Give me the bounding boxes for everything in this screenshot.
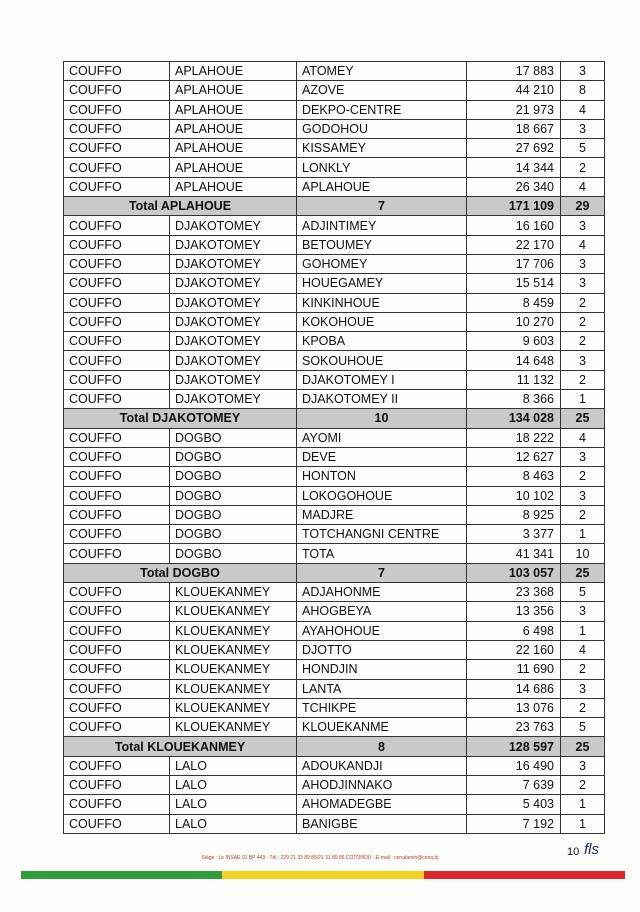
commune-cell: LALO: [170, 775, 297, 794]
population-cell: 14 648: [467, 351, 561, 370]
table-row: [64, 447, 605, 466]
commune-cell: APLAHOUE: [170, 139, 297, 158]
population-cell: 6 498: [467, 621, 561, 640]
arrondissement-cell: AHODJINNAKO: [297, 775, 467, 794]
arrondissement-cell: TOTCHANGNI CENTRE: [297, 525, 467, 544]
results-table: [63, 61, 605, 834]
arrondissement-cell: KOKOHOUE: [297, 312, 467, 331]
seats-cell: 4: [561, 428, 605, 447]
commune-cell: KLOUEKANMEY: [170, 698, 297, 717]
arrondissement-cell: TCHIKPE: [297, 698, 467, 717]
seats-cell: 2: [561, 660, 605, 679]
table-row: [64, 370, 605, 389]
table-row: [64, 254, 605, 273]
seats-cell: 1: [561, 525, 605, 544]
seats-cell: 4: [561, 640, 605, 659]
department-cell: COUFFO: [64, 81, 170, 100]
total-population: 128 597: [467, 737, 561, 756]
arrondissement-cell: LOKOGOHOUE: [297, 486, 467, 505]
department-cell: COUFFO: [64, 486, 170, 505]
total-population: 103 057: [467, 563, 561, 582]
commune-cell: KLOUEKANMEY: [170, 640, 297, 659]
table-row: [64, 756, 605, 775]
commune-cell: KLOUEKANMEY: [170, 602, 297, 621]
department-cell: COUFFO: [64, 428, 170, 447]
seats-cell: 3: [561, 486, 605, 505]
table-row: [64, 505, 605, 524]
commune-cell: KLOUEKANMEY: [170, 621, 297, 640]
arrondissement-cell: LONKLY: [297, 158, 467, 177]
table-row: [64, 177, 605, 196]
commune-cell: APLAHOUE: [170, 158, 297, 177]
table-row: [64, 775, 605, 794]
seats-cell: 1: [561, 621, 605, 640]
seats-cell: 5: [561, 718, 605, 737]
population-cell: 22 160: [467, 640, 561, 659]
table-row: [64, 679, 605, 698]
initials-signature: fls: [584, 841, 599, 858]
total-row: [64, 737, 605, 756]
department-cell: COUFFO: [64, 525, 170, 544]
department-cell: COUFFO: [64, 62, 170, 81]
commune-cell: DOGBO: [170, 428, 297, 447]
population-cell: 26 340: [467, 177, 561, 196]
seats-cell: 2: [561, 467, 605, 486]
commune-cell: DOGBO: [170, 486, 297, 505]
table-row: [64, 621, 605, 640]
population-cell: 18 222: [467, 428, 561, 447]
commune-cell: KLOUEKANMEY: [170, 679, 297, 698]
arrondissement-cell: KISSAMEY: [297, 139, 467, 158]
table-row: [64, 718, 605, 737]
department-cell: COUFFO: [64, 119, 170, 138]
seats-cell: 1: [561, 795, 605, 814]
department-cell: COUFFO: [64, 274, 170, 293]
seats-cell: 8: [561, 81, 605, 100]
total-label: Total APLAHOUE: [64, 197, 297, 216]
population-cell: 12 627: [467, 447, 561, 466]
department-cell: COUFFO: [64, 312, 170, 331]
seats-cell: 10: [561, 544, 605, 563]
department-cell: COUFFO: [64, 139, 170, 158]
seats-cell: 5: [561, 139, 605, 158]
seats-cell: 2: [561, 158, 605, 177]
commune-cell: DJAKOTOMEY: [170, 390, 297, 409]
arrondissement-cell: DJAKOTOMEY II: [297, 390, 467, 409]
commune-cell: DJAKOTOMEY: [170, 235, 297, 254]
seats-cell: 2: [561, 312, 605, 331]
arrondissement-cell: AHOGBEYA: [297, 602, 467, 621]
population-cell: 23 763: [467, 718, 561, 737]
seats-cell: 3: [561, 254, 605, 273]
department-cell: COUFFO: [64, 640, 170, 659]
commune-cell: KLOUEKANMEY: [170, 718, 297, 737]
population-cell: 18 667: [467, 119, 561, 138]
commune-cell: KLOUEKANMEY: [170, 660, 297, 679]
seats-cell: 2: [561, 332, 605, 351]
commune-cell: DJAKOTOMEY: [170, 312, 297, 331]
table-row: [64, 795, 605, 814]
table-row: [64, 332, 605, 351]
commune-cell: APLAHOUE: [170, 119, 297, 138]
table-row: [64, 467, 605, 486]
population-cell: 15 514: [467, 274, 561, 293]
total-label: Total DOGBO: [64, 563, 297, 582]
department-cell: COUFFO: [64, 235, 170, 254]
department-cell: COUFFO: [64, 370, 170, 389]
commune-cell: DJAKOTOMEY: [170, 370, 297, 389]
population-cell: 8 366: [467, 390, 561, 409]
arrondissement-cell: ADJINTIMEY: [297, 216, 467, 235]
arrondissement-cell: DJAKOTOMEY I: [297, 370, 467, 389]
population-cell: 10 102: [467, 486, 561, 505]
total-count: 7: [297, 197, 467, 216]
commune-cell: APLAHOUE: [170, 177, 297, 196]
total-label: Total KLOUEKANMEY: [64, 737, 297, 756]
arrondissement-cell: DJOTTO: [297, 640, 467, 659]
table-row: [64, 274, 605, 293]
commune-cell: DOGBO: [170, 544, 297, 563]
department-cell: COUFFO: [64, 447, 170, 466]
population-cell: 16 490: [467, 756, 561, 775]
flag-band: [21, 871, 625, 879]
seats-cell: 3: [561, 62, 605, 81]
table-row: [64, 698, 605, 717]
population-cell: 8 463: [467, 467, 561, 486]
arrondissement-cell: HONTON: [297, 467, 467, 486]
department-cell: COUFFO: [64, 467, 170, 486]
population-cell: 5 403: [467, 795, 561, 814]
table-row: [64, 351, 605, 370]
commune-cell: DOGBO: [170, 447, 297, 466]
total-seats: 29: [561, 197, 605, 216]
department-cell: COUFFO: [64, 583, 170, 602]
department-cell: COUFFO: [64, 351, 170, 370]
total-seats: 25: [561, 737, 605, 756]
population-cell: 44 210: [467, 81, 561, 100]
department-cell: COUFFO: [64, 293, 170, 312]
table-row: [64, 660, 605, 679]
results-table-body: [64, 62, 605, 834]
department-cell: COUFFO: [64, 621, 170, 640]
population-cell: 41 341: [467, 544, 561, 563]
table-row: [64, 81, 605, 100]
department-cell: COUFFO: [64, 814, 170, 833]
seats-cell: 2: [561, 775, 605, 794]
table-row: [64, 583, 605, 602]
total-row: [64, 563, 605, 582]
population-cell: 23 368: [467, 583, 561, 602]
commune-cell: LALO: [170, 756, 297, 775]
total-row: [64, 197, 605, 216]
arrondissement-cell: BANIGBE: [297, 814, 467, 833]
table-row: [64, 62, 605, 81]
commune-cell: APLAHOUE: [170, 62, 297, 81]
commune-cell: LALO: [170, 795, 297, 814]
seats-cell: 1: [561, 390, 605, 409]
arrondissement-cell: HOUEGAMEY: [297, 274, 467, 293]
commune-cell: DJAKOTOMEY: [170, 332, 297, 351]
department-cell: COUFFO: [64, 756, 170, 775]
commune-cell: LALO: [170, 814, 297, 833]
population-cell: 13 356: [467, 602, 561, 621]
seats-cell: 3: [561, 602, 605, 621]
arrondissement-cell: AYOMI: [297, 428, 467, 447]
flag-band-red: [424, 871, 625, 879]
table-row: [64, 814, 605, 833]
table-row: [64, 312, 605, 331]
commune-cell: DJAKOTOMEY: [170, 351, 297, 370]
department-cell: COUFFO: [64, 718, 170, 737]
table-row: [64, 640, 605, 659]
department-cell: COUFFO: [64, 390, 170, 409]
total-seats: 25: [561, 563, 605, 582]
arrondissement-cell: ATOMEY: [297, 62, 467, 81]
department-cell: COUFFO: [64, 254, 170, 273]
seats-cell: 2: [561, 698, 605, 717]
commune-cell: DOGBO: [170, 467, 297, 486]
population-cell: 17 883: [467, 62, 561, 81]
department-cell: COUFFO: [64, 679, 170, 698]
population-cell: 16 160: [467, 216, 561, 235]
arrondissement-cell: AHOMADEGBE: [297, 795, 467, 814]
arrondissement-cell: DEKPO-CENTRE: [297, 100, 467, 119]
population-cell: 10 270: [467, 312, 561, 331]
seats-cell: 2: [561, 293, 605, 312]
total-count: 10: [297, 409, 467, 428]
arrondissement-cell: LANTA: [297, 679, 467, 698]
table-row: [64, 602, 605, 621]
seats-cell: 3: [561, 274, 605, 293]
population-cell: 13 076: [467, 698, 561, 717]
seats-cell: 1: [561, 814, 605, 833]
seats-cell: 2: [561, 505, 605, 524]
seats-cell: 4: [561, 235, 605, 254]
table-row: [64, 158, 605, 177]
commune-cell: APLAHOUE: [170, 100, 297, 119]
population-cell: 14 344: [467, 158, 561, 177]
seats-cell: 2: [561, 370, 605, 389]
population-cell: 22 170: [467, 235, 561, 254]
seats-cell: 5: [561, 583, 605, 602]
arrondissement-cell: KLOUEKANME: [297, 718, 467, 737]
total-population: 171 109: [467, 197, 561, 216]
population-cell: 14 686: [467, 679, 561, 698]
department-cell: COUFFO: [64, 100, 170, 119]
arrondissement-cell: KINKINHOUE: [297, 293, 467, 312]
department-cell: COUFFO: [64, 332, 170, 351]
seats-cell: 3: [561, 447, 605, 466]
table-row: [64, 100, 605, 119]
total-seats: 25: [561, 409, 605, 428]
table-row: [64, 235, 605, 254]
arrondissement-cell: ADJAHONME: [297, 583, 467, 602]
total-population: 134 028: [467, 409, 561, 428]
seats-cell: 3: [561, 351, 605, 370]
population-cell: 21 973: [467, 100, 561, 119]
population-cell: 3 377: [467, 525, 561, 544]
population-cell: 11 690: [467, 660, 561, 679]
department-cell: COUFFO: [64, 177, 170, 196]
commune-cell: DJAKOTOMEY: [170, 293, 297, 312]
table-row: [64, 293, 605, 312]
total-count: 8: [297, 737, 467, 756]
arrondissement-cell: DEVE: [297, 447, 467, 466]
table-row: [64, 428, 605, 447]
flag-band-yellow: [222, 871, 423, 879]
seats-cell: 3: [561, 756, 605, 775]
department-cell: COUFFO: [64, 216, 170, 235]
commune-cell: DJAKOTOMEY: [170, 254, 297, 273]
commune-cell: DJAKOTOMEY: [170, 274, 297, 293]
page-number: 10: [567, 846, 580, 858]
arrondissement-cell: KPOBA: [297, 332, 467, 351]
arrondissement-cell: HONDJIN: [297, 660, 467, 679]
department-cell: COUFFO: [64, 544, 170, 563]
table-row: [64, 544, 605, 563]
arrondissement-cell: GOHOMEY: [297, 254, 467, 273]
commune-cell: DOGBO: [170, 525, 297, 544]
flag-band-green: [21, 871, 222, 879]
commune-cell: KLOUEKANMEY: [170, 583, 297, 602]
seats-cell: 4: [561, 100, 605, 119]
table-row: [64, 119, 605, 138]
population-cell: 7 192: [467, 814, 561, 833]
commune-cell: DJAKOTOMEY: [170, 216, 297, 235]
total-label: Total DJAKOTOMEY: [64, 409, 297, 428]
department-cell: COUFFO: [64, 698, 170, 717]
arrondissement-cell: GODOHOU: [297, 119, 467, 138]
seats-cell: 4: [561, 177, 605, 196]
seats-cell: 3: [561, 679, 605, 698]
commune-cell: APLAHOUE: [170, 81, 297, 100]
department-cell: COUFFO: [64, 158, 170, 177]
population-cell: 17 706: [467, 254, 561, 273]
arrondissement-cell: TOTA: [297, 544, 467, 563]
population-cell: 27 692: [467, 139, 561, 158]
arrondissement-cell: SOKOUHOUE: [297, 351, 467, 370]
arrondissement-cell: AYAHOHOUE: [297, 621, 467, 640]
table-row: [64, 139, 605, 158]
total-count: 7: [297, 563, 467, 582]
population-cell: 8 925: [467, 505, 561, 524]
table-row: [64, 216, 605, 235]
department-cell: COUFFO: [64, 775, 170, 794]
arrondissement-cell: APLAHOUE: [297, 177, 467, 196]
seats-cell: 3: [561, 119, 605, 138]
table-row: [64, 486, 605, 505]
department-cell: COUFFO: [64, 795, 170, 814]
seats-cell: 3: [561, 216, 605, 235]
table-row: [64, 390, 605, 409]
commune-cell: DOGBO: [170, 505, 297, 524]
arrondissement-cell: BETOUMEY: [297, 235, 467, 254]
department-cell: COUFFO: [64, 505, 170, 524]
footer-address: Siège : Le INSAE 01 BP 443 - Tél : 229 21 33 89 85/21 31 89 86 COTONOU - E-mail : cenabenin@cena.bj: [201, 855, 439, 861]
arrondissement-cell: AZOVE: [297, 81, 467, 100]
table-row: [64, 525, 605, 544]
arrondissement-cell: MADJRE: [297, 505, 467, 524]
department-cell: COUFFO: [64, 660, 170, 679]
population-cell: 8 459: [467, 293, 561, 312]
population-cell: 9 603: [467, 332, 561, 351]
arrondissement-cell: ADOUKANDJI: [297, 756, 467, 775]
population-cell: 7 639: [467, 775, 561, 794]
department-cell: COUFFO: [64, 602, 170, 621]
total-row: [64, 409, 605, 428]
population-cell: 11 132: [467, 370, 561, 389]
